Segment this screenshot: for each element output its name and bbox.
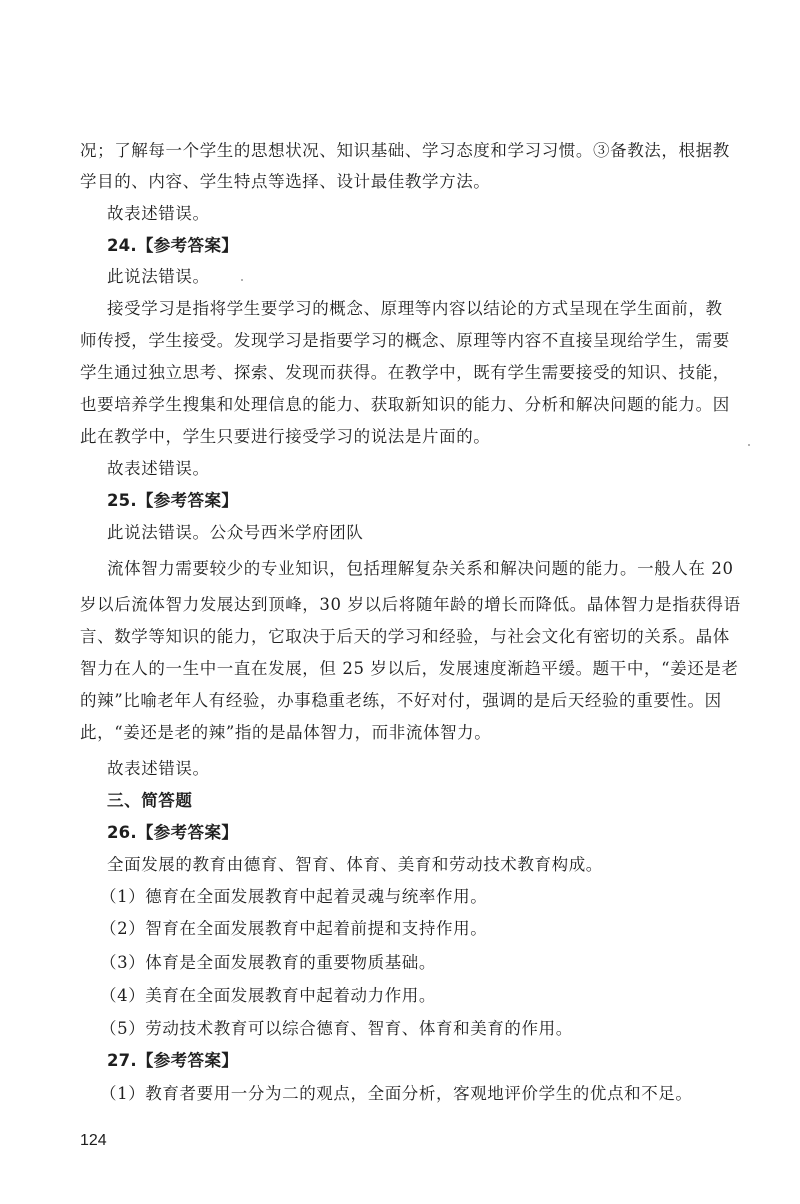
conclusion-text: 故表述错误。 xyxy=(107,459,210,478)
list-item: （1）教育者要用一分为二的观点，全面分析，客观地评价学生的优点和不足。 xyxy=(100,1084,693,1103)
scan-speck xyxy=(748,444,750,446)
answer-label: 【参考答案】 xyxy=(136,491,239,510)
answer-heading-27 xyxy=(107,1050,238,1072)
paragraph-line: 接受学习是指将学生要学习的概念、原理等内容以结论的方式呈现在学生面前，教 xyxy=(107,299,723,318)
list-item: （4）美育在全面发展教育中起着动力作用。 xyxy=(100,986,436,1005)
answer-label: 【参考答案】 xyxy=(136,1051,239,1070)
paragraph-line: 智力在人的一生中一直在发展，但 25 岁以后，发展速度渐趋平缓。题干中，“姜还是老 xyxy=(80,659,739,678)
answer-heading-24 xyxy=(107,235,238,257)
paragraph-line: 况；了解每一个学生的思想状况、知识基础、学习态度和学习习惯。③备教法，根据教 xyxy=(80,141,730,160)
answer-heading-26 xyxy=(107,822,238,844)
list-item: （1）德育在全面发展教育中起着灵魂与统率作用。 xyxy=(100,887,488,906)
list-item: （5）劳动技术教育可以综合德育、智育、体育和美育的作用。 xyxy=(100,1019,573,1038)
section-heading: 三、简答题 xyxy=(107,791,193,810)
answer-heading-25 xyxy=(107,490,238,512)
conclusion-text: 故表述错误。 xyxy=(107,759,210,778)
paragraph-line: 此在教学中，学生只要进行接受学习的说法是片面的。 xyxy=(80,427,491,446)
verdict-text: 此说法错误。公众号西米学府团队 xyxy=(107,523,364,542)
conclusion-text: 故表述错误。 xyxy=(107,204,210,223)
paragraph-line: 言、数学等知识的能力，它取决于后天的学习和经验，与社会文化有密切的关系。晶体 xyxy=(80,627,730,646)
intro-text: 全面发展的教育由德育、智育、体育、美育和劳动技术教育构成。 xyxy=(107,855,603,874)
verdict-text: 此说法错误。 xyxy=(107,267,210,286)
paragraph-line: 学生通过独立思考、探索、发现而获得。在教学中，既有学生需要接受的知识、技能， xyxy=(80,363,730,382)
answer-label: 【参考答案】 xyxy=(136,823,239,842)
scan-speck xyxy=(241,279,243,281)
paragraph-line: 的辣”比喻老年人有经验，办事稳重老练，不好对付，强调的是后天经验的重要性。因 xyxy=(80,691,722,710)
list-item: （3）体育是全面发展教育的重要物质基础。 xyxy=(100,953,436,972)
paragraph-line: 师传授，学生接受。发现学习是指要学习的概念、原理等内容不直接呈现给学生，需要 xyxy=(80,331,730,350)
paragraph-line: 岁以后流体智力发展达到顶峰，30 岁以后将随年龄的增长而降低。晶体智力是指获得语 xyxy=(80,595,741,614)
paragraph-line: 学目的、内容、学生特点等选择、设计最佳教学方法。 xyxy=(80,172,491,191)
page-number: 124 xyxy=(80,1132,107,1149)
paragraph-line: 也要培养学生搜集和处理信息的能力、获取新知识的能力、分析和解决问题的能力。因 xyxy=(80,395,730,414)
paragraph-line: 此，“姜还是老的辣”指的是晶体智力，而非流体智力。 xyxy=(80,723,492,742)
paragraph-line: 流体智力需要较少的专业知识，包括理解复杂关系和解决问题的能力。一般人在 20 xyxy=(107,559,734,578)
question-number: 25. xyxy=(107,491,137,510)
answer-label: 【参考答案】 xyxy=(136,236,239,255)
list-item: （2）智育在全面发展教育中起着前提和支持作用。 xyxy=(100,919,488,938)
question-number: 26. xyxy=(107,823,137,842)
question-number: 27. xyxy=(107,1051,137,1070)
question-number: 24. xyxy=(107,236,137,255)
